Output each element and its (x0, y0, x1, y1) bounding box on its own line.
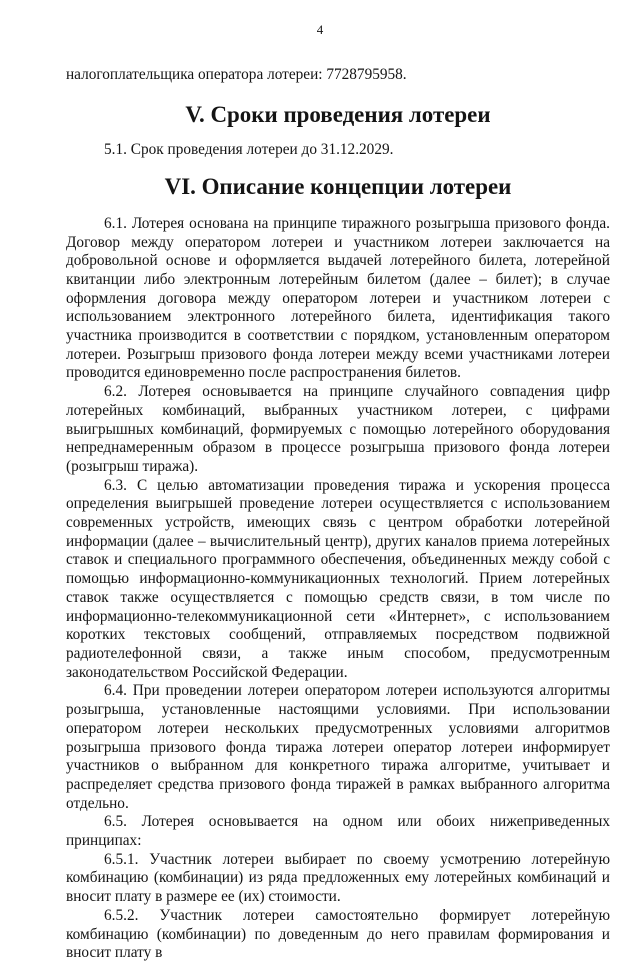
section-6-heading: VI. Описание концепции лотереи (164, 174, 512, 200)
paragraph-6-5: 6.5. Лотерея основывается на одном или обоих нижеприведенных принципах: (66, 813, 610, 850)
carryover-line: налогоплательщика оператора лотереи: 7728795958. (66, 66, 407, 83)
paragraph-6-1: 6.1. Лотерея основана на принципе тиражного розыгрыша призового фонда. Договор между оператором лотереи и участником лотереи заключается на добровольной основе и оформляется выдачей лотерейного билета, лотерейной квитанции либо электронным лотерейным билетом (далее – билет); в случае оформления договора между оператором лотереи и участником лотереи с использованием электронного лотерейного билета, идентификация такого участника производится в соответствии с порядком, установленным оператором лотереи. Розыгрыш призового фонда лотереи между всеми участниками лотереи проводится единовременно после распространения билетов. (66, 214, 610, 382)
paragraph-6-4: 6.4. При проведении лотереи оператором лотереи используются алгоритмы розыгрыша, установленные настоящими условиями. При использовании оператором лотереи нескольких предусмотренных условиями алгоритмов розыгрыша призового фонда тиража лотереи оператор лотереи информирует участников о выбранном для конкретного тиража алгоритме, учитывает и распределяет средства призового фонда тиражей в рамках выбранного алгоритма отдельно. (66, 682, 610, 812)
paragraph-6-5-2: 6.5.2. Участник лотереи самостоятельно формирует лотерейную комбинацию (комбинации) по доведенным до него правилам формирования и вносит плату в (66, 906, 610, 962)
section-5-heading: V. Сроки проведения лотереи (185, 101, 491, 127)
paragraph-6-2: 6.2. Лотерея основывается на принципе случайного совпадения цифр лотерейных комбинаций, выбранных участником лотереи, с цифрами выигрышных комбинаций, формируемых с помощью лотерейного оборудования непреднамеренным образом в процессе розыгрыша призового фонда лотереи (розыгрыш тиража). (66, 383, 610, 475)
paragraph-5-1: 5.1. Срок проведения лотереи до 31.12.2029. (104, 141, 394, 159)
paragraph-6-5-1: 6.5.1. Участник лотереи выбирает по своему усмотрению лотерейную комбинацию (комбинации) из ряда предложенных ему лотерейных комбинаций и вносит плату в размере ее (их) стоимости. (66, 850, 610, 906)
page-number: 4 (316, 22, 324, 37)
document-body (66, 66, 610, 963)
paragraph-6-3: 6.3. С целью автоматизации проведения тиража и ускорения процесса определения выигрышей проведение лотереи осуществляется с использованием современных устройств, имеющих связь с центром обработки лотерейной информации (далее – вычислительный центр), других каналов приема лотерейных ставок и специального программного обеспечения, объединенных между собой с помощью информационно-коммуникационных технологий. Прием лотерейных ставок также осуществляется с помощью средств связи, в том числе по информационно-телекоммуникационной сети «Интернет», с использованием коротких текстовых сообщений, отправляемых посредством подвижной радиотелефонной связи, а также иным способом, предусмотренным законодательством Российской Федерации. (66, 476, 610, 681)
